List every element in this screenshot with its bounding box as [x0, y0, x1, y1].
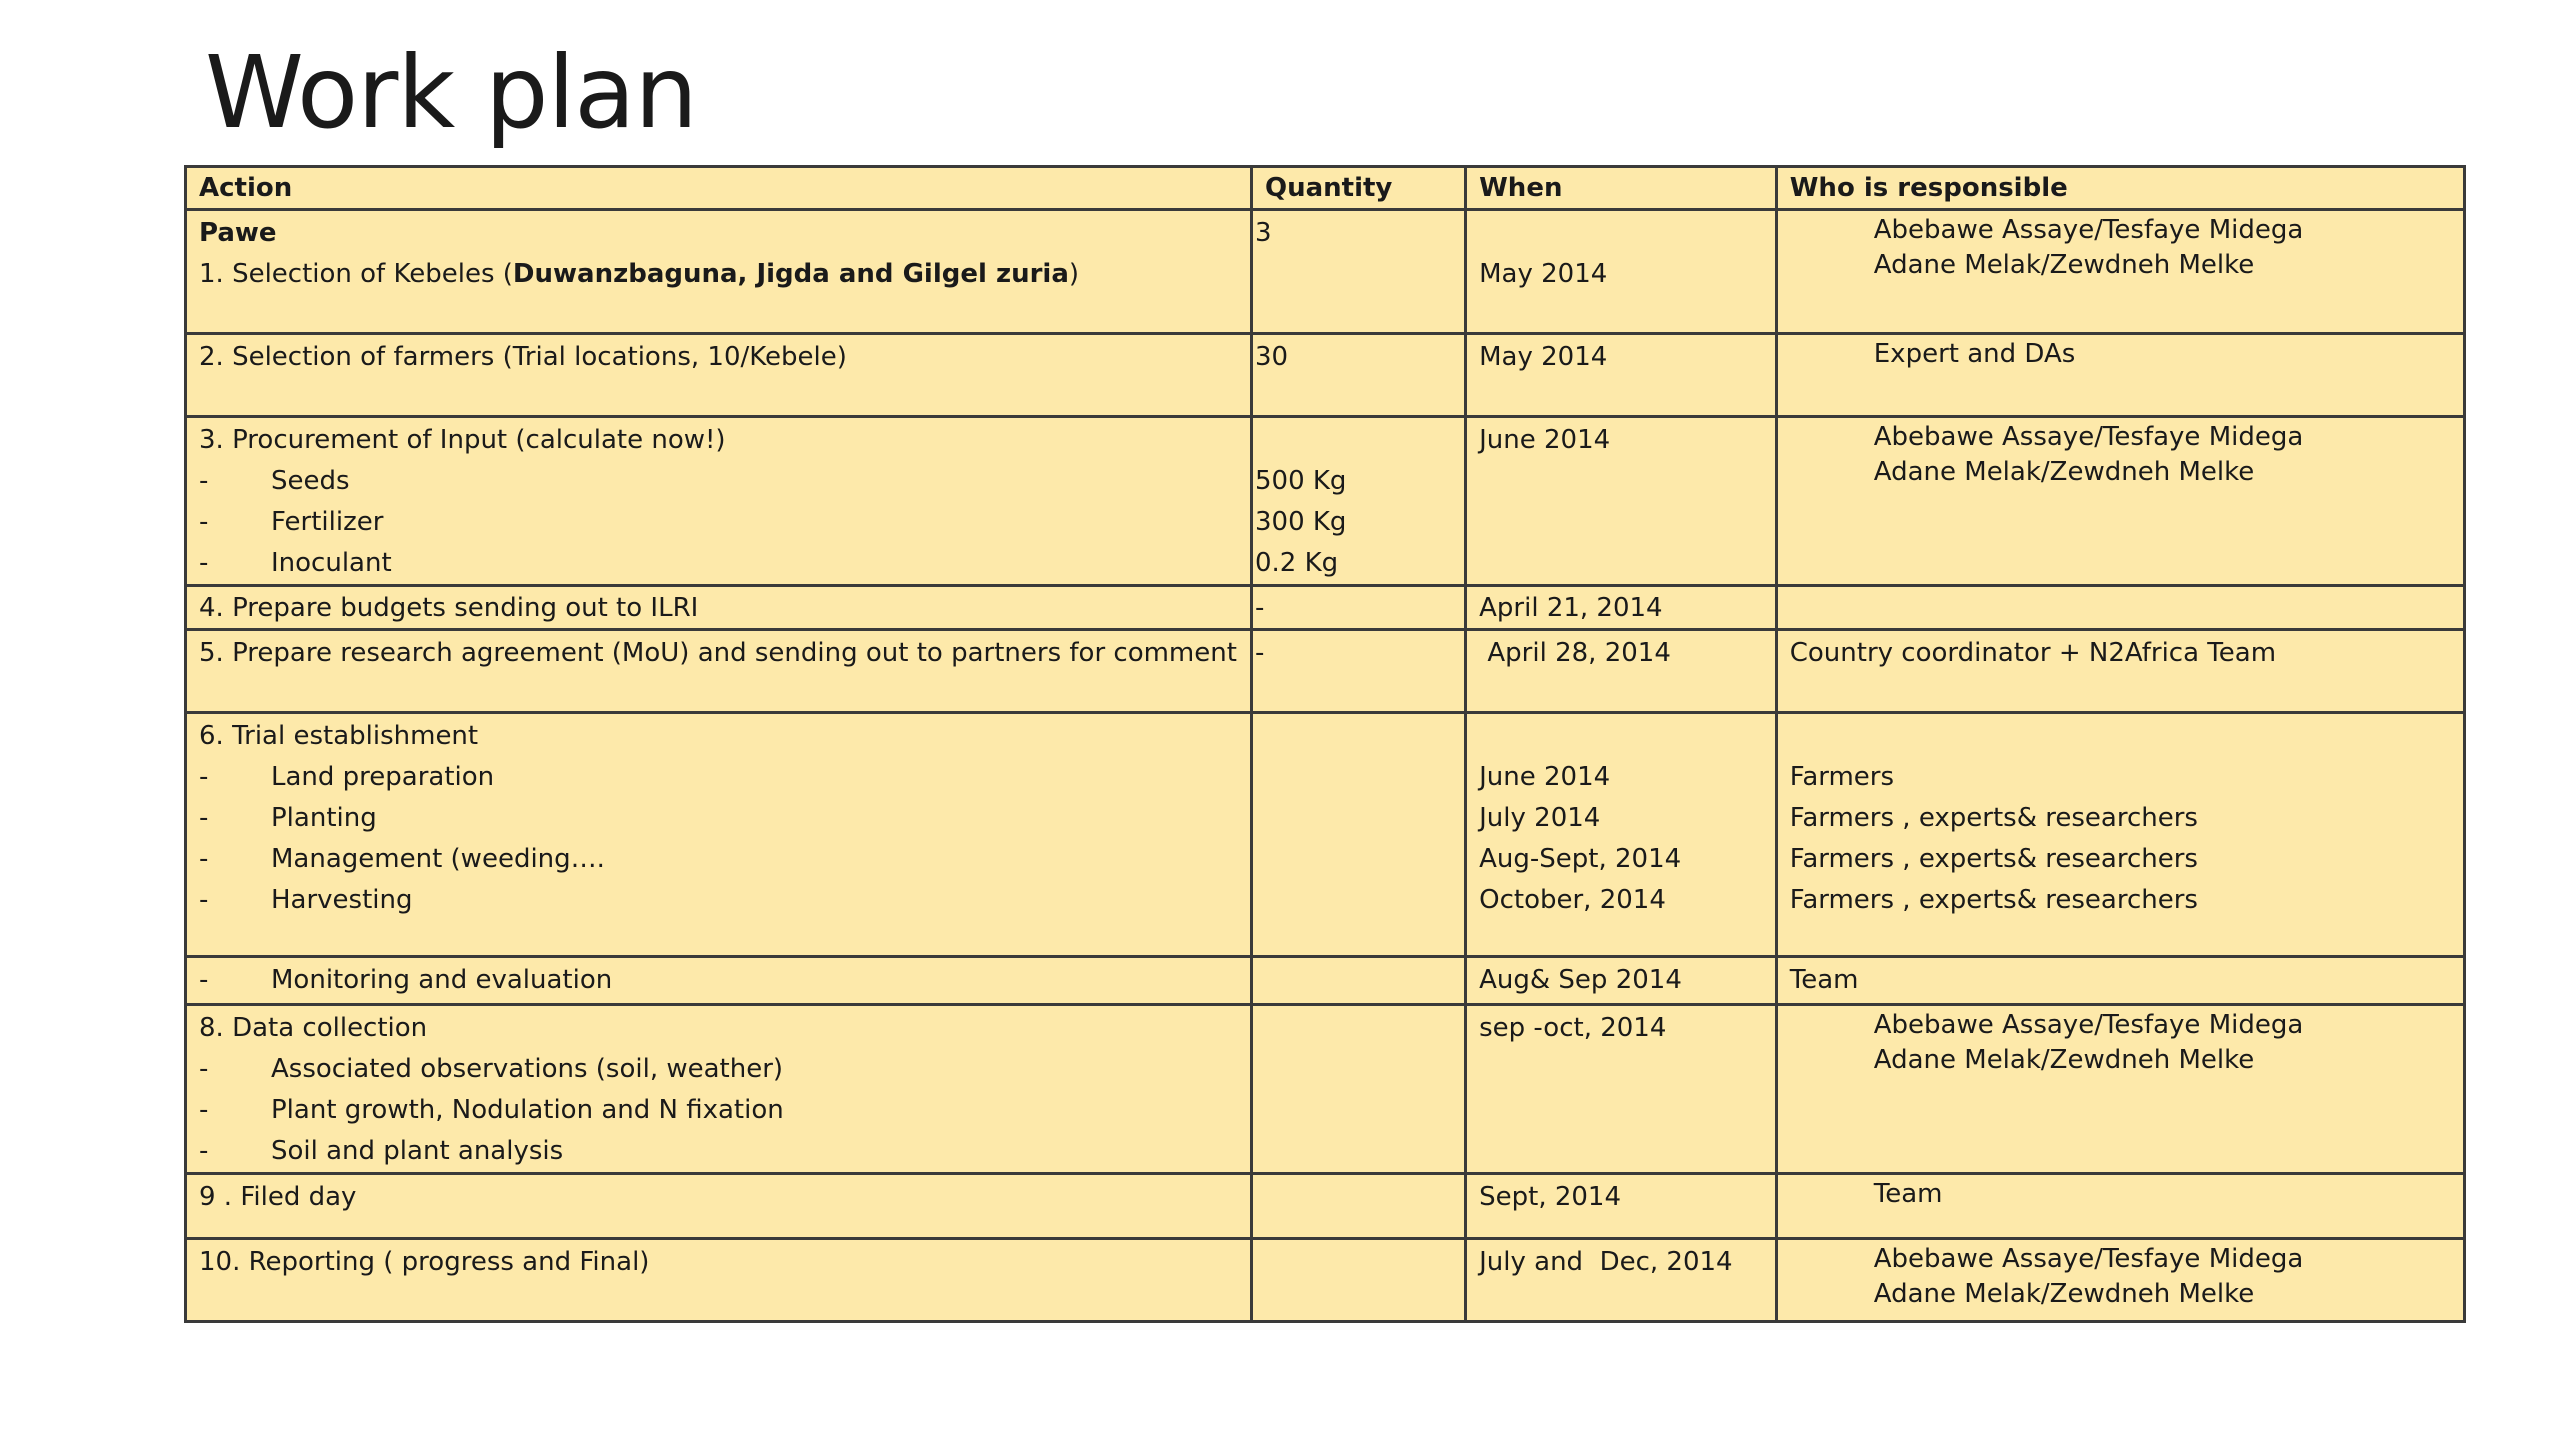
table-row: [186, 1239, 2465, 1322]
responsible-person: Expert and DAs: [1873, 339, 2076, 369]
action-cell: [186, 1174, 1252, 1239]
quantity-cell: [1251, 586, 1465, 630]
responsible-cell: [1776, 1005, 2464, 1174]
quantity-cell: [1251, 713, 1465, 957]
table-row: [186, 210, 2465, 334]
sub-item: [199, 543, 1238, 584]
quantity-cell: [1251, 334, 1465, 417]
when-value: April 21, 2014: [1479, 593, 1663, 623]
responsible-person: Farmers , experts& researchers: [1789, 803, 2198, 833]
when-cell: [1466, 1239, 1777, 1322]
responsible-cell: [1776, 1239, 2464, 1322]
when-cell: [1466, 334, 1777, 417]
page-title: Work plan: [205, 34, 697, 151]
action-text: 6. Trial establishment: [199, 721, 479, 751]
dash-bullet: -: [199, 844, 209, 874]
action-text: 5. Prepare research agreement (MoU) and sending out to partners for comment: [199, 638, 1237, 668]
dash-bullet: -: [199, 762, 209, 792]
responsible-person: Adane Melak/Zewdneh Melke: [1873, 1279, 2255, 1309]
quantity-value: 0.2 Kg: [1254, 548, 1339, 578]
action-text: 2. Selection of farmers (Trial locations, 10/Kebele): [199, 342, 847, 372]
kebele-names: Duwanzbaguna, Jigda and Gilgel zuria: [512, 259, 1069, 289]
table-row: [186, 713, 2465, 957]
responsible-person: Farmers , experts& researchers: [1789, 844, 2198, 874]
responsible-person: Abebawe Assaye/Tesfaye Midega: [1873, 1010, 2304, 1040]
action-cell: [186, 417, 1252, 586]
sub-item-label: Harvesting: [271, 885, 413, 915]
action-cell: [186, 1239, 1252, 1322]
sub-item: [199, 960, 1238, 1001]
action-cell: [186, 957, 1252, 1005]
sub-item: [199, 1049, 1238, 1090]
when-value: May 2014: [1479, 342, 1608, 372]
responsible-cell: [1776, 630, 2464, 713]
sub-item: [199, 798, 1238, 839]
sub-item: [199, 461, 1238, 502]
table-row: [186, 417, 2465, 586]
when-value: October, 2014: [1479, 885, 1666, 915]
dash-bullet: -: [199, 885, 209, 915]
quantity-value: 30: [1254, 342, 1289, 372]
when-value: sep -oct, 2014: [1479, 1013, 1667, 1043]
sub-item-label: Inoculant: [271, 548, 392, 578]
table-header-row: [186, 167, 2465, 210]
action-text: [199, 254, 1238, 295]
action-text: 3. Procurement of Input (calculate now!): [199, 425, 726, 455]
quantity-cell: [1251, 957, 1465, 1005]
when-value: June 2014: [1479, 425, 1611, 455]
responsible-person: Abebawe Assaye/Tesfaye Midega: [1873, 422, 2304, 452]
quantity-cell: [1251, 1239, 1465, 1322]
action-text: 9 . Filed day: [199, 1182, 357, 1212]
quantity-cell: [1251, 210, 1465, 334]
dash-bullet: -: [199, 965, 209, 995]
table-row: [186, 957, 2465, 1005]
sub-item-label: Monitoring and evaluation: [271, 965, 613, 995]
responsible-person: Farmers , experts& researchers: [1789, 885, 2198, 915]
column-header-when: When: [1466, 167, 1777, 210]
dash-bullet: -: [199, 1095, 209, 1125]
when-value: June 2014: [1479, 762, 1611, 792]
when-cell: [1466, 630, 1777, 713]
quantity-cell: [1251, 1005, 1465, 1174]
quantity-value: 500 Kg: [1254, 466, 1347, 496]
sub-item: [199, 1090, 1238, 1131]
when-value: April 28, 2014: [1479, 638, 1671, 668]
sub-item: [199, 757, 1238, 798]
action-text-prefix: 1. Selection of Kebeles (: [199, 259, 513, 289]
table-row: [186, 586, 2465, 630]
responsible-person: Team: [1873, 1179, 1943, 1209]
when-value: July 2014: [1479, 803, 1601, 833]
when-value: Aug-Sept, 2014: [1479, 844, 1682, 874]
sub-item: [199, 502, 1238, 543]
responsible-person: Abebawe Assaye/Tesfaye Midega: [1873, 215, 2304, 245]
action-cell: [186, 713, 1252, 957]
when-cell: [1466, 210, 1777, 334]
column-header-action: Action: [186, 167, 1252, 210]
dash-bullet: -: [199, 803, 209, 833]
action-cell: [186, 1005, 1252, 1174]
responsible-person: Adane Melak/Zewdneh Melke: [1873, 1045, 2255, 1075]
when-value: Aug& Sep 2014: [1479, 965, 1682, 995]
when-cell: [1466, 1174, 1777, 1239]
quantity-value: 3: [1254, 218, 1272, 248]
quantity-value: -: [1254, 593, 1265, 623]
column-header-responsible: Who is responsible: [1776, 167, 2464, 210]
dash-bullet: -: [199, 548, 209, 578]
action-cell: [186, 630, 1252, 713]
when-value: Sept, 2014: [1479, 1182, 1622, 1212]
action-cell: [186, 334, 1252, 417]
action-text-suffix: ): [1068, 259, 1080, 289]
responsible-person: Team: [1789, 965, 1859, 995]
table-row: [186, 630, 2465, 713]
column-header-quantity: Quantity: [1251, 167, 1465, 210]
sub-item-label: Seeds: [271, 466, 350, 496]
table-row: [186, 334, 2465, 417]
sub-item: [199, 839, 1238, 880]
action-text: 8. Data collection: [199, 1013, 428, 1043]
sub-item: [199, 880, 1238, 921]
responsible-cell: [1776, 1174, 2464, 1239]
responsible-cell: [1776, 713, 2464, 957]
responsible-cell: [1776, 957, 2464, 1005]
sub-item-label: Associated observations (soil, weather): [271, 1054, 784, 1084]
sub-item-label: Plant growth, Nodulation and N fixation: [271, 1095, 784, 1125]
quantity-value: -: [1254, 638, 1265, 668]
action-cell: [186, 586, 1252, 630]
dash-bullet: -: [199, 507, 209, 537]
dash-bullet: -: [199, 1136, 209, 1166]
when-value: May 2014: [1479, 259, 1608, 289]
when-cell: [1466, 586, 1777, 630]
table-row: [186, 1174, 2465, 1239]
sub-item-label: Soil and plant analysis: [271, 1136, 564, 1166]
quantity-cell: [1251, 630, 1465, 713]
action-text: 4. Prepare budgets sending out to ILRI: [199, 593, 699, 623]
sub-item-label: Management (weeding….: [271, 844, 605, 874]
when-cell: [1466, 1005, 1777, 1174]
action-cell: [186, 210, 1252, 334]
action-text: 10. Reporting ( progress and Final): [199, 1247, 650, 1277]
dash-bullet: -: [199, 1054, 209, 1084]
responsible-person: Farmers: [1789, 762, 1895, 792]
location-heading: Pawe: [199, 218, 277, 248]
quantity-cell: [1251, 417, 1465, 586]
responsible-person: Abebawe Assaye/Tesfaye Midega: [1873, 1244, 2304, 1274]
responsible-cell: [1776, 334, 2464, 417]
when-cell: [1466, 713, 1777, 957]
sub-item: [199, 1131, 1238, 1172]
when-cell: [1466, 417, 1777, 586]
quantity-value: 300 Kg: [1254, 507, 1347, 537]
work-plan-table: [184, 165, 2466, 1323]
table-row: [186, 1005, 2465, 1174]
when-value: July and Dec, 2014: [1479, 1247, 1733, 1277]
responsible-person: Adane Melak/Zewdneh Melke: [1873, 457, 2255, 487]
sub-item-label: Fertilizer: [271, 507, 384, 537]
responsible-cell: [1776, 210, 2464, 334]
responsible-person: Adane Melak/Zewdneh Melke: [1873, 250, 2255, 280]
responsible-cell: [1776, 586, 2464, 630]
when-cell: [1466, 957, 1777, 1005]
responsible-person: Country coordinator + N2Africa Team: [1789, 638, 2277, 668]
sub-item-label: Planting: [271, 803, 377, 833]
responsible-cell: [1776, 417, 2464, 586]
dash-bullet: -: [199, 466, 209, 496]
sub-item-label: Land preparation: [271, 762, 495, 792]
quantity-cell: [1251, 1174, 1465, 1239]
